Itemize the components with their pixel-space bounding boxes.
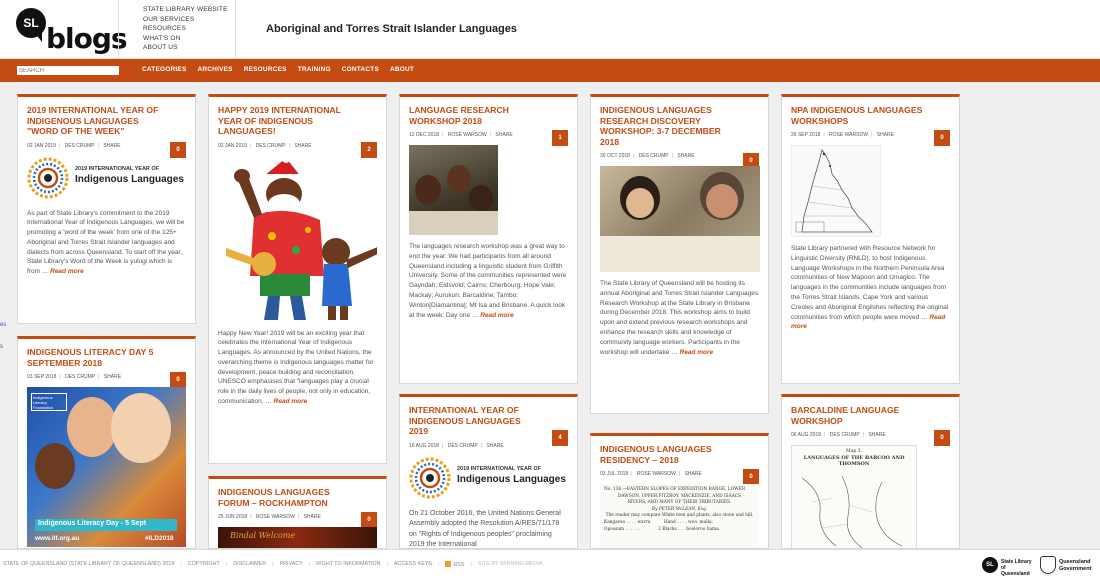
post-title[interactable]: INDIGENOUS LANGUAGES FORUM – ROCKHAMPTON — [218, 487, 330, 508]
share-link[interactable]: SHARE — [303, 514, 321, 520]
post-date: 30 OCT 2018 — [600, 153, 630, 159]
sl-badge: SL — [16, 8, 46, 38]
share-link[interactable]: SHARE — [868, 432, 886, 438]
post-title[interactable]: INDIGENOUS LITERACY DAY 5 SEPTEMBER 2018 — [27, 347, 154, 368]
cape-york-map-icon — [792, 146, 881, 237]
edge-link-fragment[interactable]: s — [0, 344, 3, 350]
share-link[interactable]: SHARE — [684, 471, 702, 477]
literacy-day-photo[interactable]: Indigenous Literacy Foundation Indigenous Literacy Day - 5 Sept www.ilf.org.au #ILD2018 — [27, 387, 186, 547]
post-title[interactable]: INDIGENOUS LANGUAGES RESIDENCY – 2018 — [600, 444, 712, 465]
post-excerpt: As part of State Library's commitment to the 2019 International Year of Indigenous Languages, we will be promoting a 'word of the week' from one of the 125+ Aboriginal and Torres Strait Islander languages and dialects from across Queensland. To start off the year, State Library's Word of the Week is yulugi which is from … Read more — [27, 209, 185, 276]
comment-count-badge[interactable]: 0 — [743, 153, 759, 169]
post-author[interactable]: DES CRUMP — [829, 432, 860, 438]
post-date: 26 SEP 2018 — [791, 132, 821, 138]
post-meta: 03 JUL 2018 | ROSE WARSOW | SHARE — [600, 471, 702, 477]
post-meta: 02 JAN 2019 | DES CRUMP | SHARE — [27, 142, 121, 149]
post-excerpt: On 21 October 2016, the United Nations General Assembly adopted the Resolution A/RES/71/178 on "Rights of Indigenous peoples" proclaiming 2019 the International — [409, 509, 561, 548]
residency-document-image[interactable]: No. 136.—EASTERN SLOPES OF EXPEDITION RANGE, LOWER DAWSON, UPPER FITZROY, MACKENZIE, AND ISAACS RIVERS, AND MANY OF THEIR TRIBUTARIES. By PETER McLEAN, Esq. The reader may compare White men and plants, also stone and hill. Kangaroo . . . . warra Hand . . . . woo, malla. Opossum . . . . . . 2 Blacks . . . booloroo bama. — [600, 484, 759, 549]
nav-training[interactable]: TRAINING — [297, 66, 331, 73]
comment-count-badge[interactable]: 0 — [934, 430, 950, 446]
site-header — [0, 0, 1100, 59]
whats-on-link[interactable]: WHAT'S ON — [143, 34, 181, 42]
our-services-link[interactable]: OUR SERVICES — [143, 15, 195, 23]
post-excerpt: The State Library of Queensland will be hosting its annual Aboriginal and Torres Strait Islander Languages Research Workshop at the State Library in Brisbane during December 2018. This workshop aims to build upon and extend previous research workshops and enhance the research skills and knowledge of community language workers. Participants in the workshop will undertake … Read more — [600, 280, 759, 356]
post-card — [208, 476, 387, 549]
footer-copyright-link[interactable]: COPYRIGHT — [187, 561, 220, 567]
nav-about[interactable]: ABOUT — [389, 66, 415, 73]
share-link[interactable]: SHARE — [486, 442, 504, 449]
post-meta: 02 JAN 2019 | DES CRUMP | SHARE — [218, 142, 312, 149]
post-author[interactable]: DES CRUMP — [638, 153, 669, 159]
search-input[interactable] — [17, 66, 119, 75]
post-author[interactable]: DES CRUMP — [447, 442, 478, 449]
about-us-link[interactable]: ABOUT US — [143, 44, 178, 51]
post-date: 16 AUG 2018 — [409, 442, 440, 449]
comment-count-badge[interactable]: 0 — [361, 512, 377, 528]
post-author[interactable]: ROSE WARSOW — [829, 132, 869, 138]
post-date: 06 AUG 2018 — [791, 432, 822, 438]
nav-categories[interactable]: CATEGORIES — [142, 66, 187, 73]
share-link[interactable]: SHARE — [103, 142, 121, 149]
post-title[interactable]: INDIGENOUS LANGUAGES RESEARCH DISCOVERY WORKSHOP: 3-7 DECEMBER 2018 — [600, 105, 721, 147]
qld-crest-icon — [1040, 556, 1056, 574]
read-more-link[interactable]: Read more — [480, 311, 514, 319]
post-card — [399, 394, 578, 549]
sl-blogs-logo[interactable] — [16, 8, 127, 55]
footer-site-by-link[interactable]: SITE BY WINNING MEDIA — [477, 561, 543, 567]
post-author[interactable]: ROSE WARSOW — [255, 514, 295, 520]
post-author[interactable]: DES CRUMP — [255, 142, 286, 149]
footer-disclaimer-link[interactable]: DISCLAIMER — [233, 561, 267, 567]
post-author[interactable]: DES CRUMP — [64, 142, 95, 149]
blogs-wordmark: blogs — [46, 22, 127, 55]
post-meta: 26 SEP 2018 | ROSE WARSOW | SHARE — [791, 132, 895, 138]
footer-privacy-link[interactable]: PRIVACY — [279, 561, 303, 567]
post-card — [590, 433, 769, 549]
post-card — [399, 94, 578, 384]
forum-banner-image[interactable]: Bindal Welcome — [218, 527, 377, 549]
nav-contacts[interactable]: CONTACTS — [341, 66, 379, 73]
post-card — [590, 94, 769, 414]
post-date: 03 JUL 2018 — [600, 471, 629, 477]
share-link[interactable]: SHARE — [876, 132, 895, 138]
npa-map-image[interactable] — [791, 145, 881, 237]
post-excerpt: State Library partnered with Resource Network for Linguistic Diversity (RNLD), to host Indigenous Language Workshops in the Northern Peninsula Area communities of New Mapoon and Umagico. The languages in the communities include languages from the Torres Strait Islands, Cape York and various Creoles and Aboriginal Englishes reflecting the original communities from which people were moved … Read more — [791, 245, 949, 331]
post-author[interactable]: ROSE WARSOW — [636, 471, 676, 477]
post-date: 02 JAN 2019 — [218, 142, 247, 149]
share-link[interactable]: SHARE — [495, 132, 513, 138]
read-more-link[interactable]: Read more — [50, 268, 84, 276]
post-author[interactable]: ROSE WARSOW — [447, 132, 487, 138]
post-meta: 12 DEC 2018 | ROSE WARSOW | SHARE — [409, 132, 513, 138]
discovery-workshop-photo[interactable] — [600, 166, 760, 272]
read-more-link[interactable]: Read more — [273, 398, 308, 406]
post-date: 12 DEC 2018 — [409, 132, 440, 138]
share-link[interactable]: SHARE — [294, 142, 312, 149]
footer-rti-link[interactable]: RIGHT TO INFORMATION — [316, 561, 381, 567]
nav-menu — [142, 66, 414, 73]
state-library-website-link[interactable]: STATE LIBRARY WEBSITE — [143, 6, 228, 13]
post-date: 25 JUN 2018 — [218, 514, 248, 520]
comment-count-badge[interactable]: 2 — [361, 142, 377, 158]
comment-count-badge[interactable]: 4 — [552, 430, 568, 446]
post-title[interactable]: NPA INDIGENOUS LANGUAGES WORKSHOPS — [791, 105, 923, 126]
post-card — [781, 394, 960, 549]
edge-link-fragment[interactable]: es — [0, 322, 7, 328]
read-more-link[interactable]: Read more — [791, 313, 946, 331]
utility-links — [118, 0, 236, 59]
site-footer — [0, 549, 1100, 578]
share-link[interactable]: SHARE — [103, 374, 122, 380]
santa-cartoon-icon — [224, 156, 377, 322]
post-title[interactable]: INTERNATIONAL YEAR OF INDIGENOUS LANGUAGES 2019 — [409, 405, 521, 436]
post-meta: 16 AUG 2018 | DES CRUMP | SHARE — [409, 442, 504, 449]
iyil-logo-image[interactable]: 2019 INTERNATIONAL YEAR OF Indigenous Languages — [409, 456, 568, 502]
post-excerpt: Happy New Year! 2019 will be an exciting year that celebrates the International Year of Indigenous Languages. As announced by the United Nations, the overarching theme is Indigenous languages matter for development, peace building and reconciliation. UNESCO emphasises that "languages play a crucial role in the daily lives of people, not only in education, communication, … Read more — [218, 329, 374, 406]
post-excerpt: The languages research workshop was a great way to end the year. We had participants from all around Queensland including a linguistic student from Griffith University. Some of the communities represented were Gayndah; Eidsvold; Cairns; Cherbourg; Hope Vale; Mackay; Aurukun; Barcaldine; Tambo; Winton[Diamantina]; Mt Isa and Brisbane. A quick look at the week: Day one … Read more — [409, 243, 567, 319]
iyil-logo-image[interactable]: 2019 INTERNATIONAL YEAR OF Indigenous Languages — [27, 156, 186, 202]
post-meta: 06 AUG 2018 | DES CRUMP | SHARE — [791, 432, 886, 438]
nav-resources[interactable]: RESOURCES — [243, 66, 287, 73]
comment-count-badge[interactable]: 0 — [934, 130, 950, 146]
post-title[interactable]: LANGUAGE RESEARCH WORKSHOP 2018 — [409, 105, 509, 126]
comment-count-badge[interactable]: 1 — [552, 130, 568, 146]
share-link[interactable]: SHARE — [677, 153, 695, 159]
queensland-government-logo[interactable]: Queensland Government — [1040, 554, 1096, 576]
post-author[interactable]: DES CRUMP — [65, 374, 96, 380]
post-title[interactable]: BARCALDINE LANGUAGE WORKSHOP — [791, 405, 900, 426]
barcoo-map-image[interactable]: Map 3. LANGUAGES OF THE BARCOO AND THOMSON — [791, 445, 917, 549]
post-meta: 25 JUN 2018 | ROSE WARSOW | SHARE — [218, 514, 321, 520]
footer-links: STATE OF QUEENSLAND (STATE LIBRARY OF QUEENSLAND) 2019 | COPYRIGHT | DISCLAIMER | PRIVACY | RIGHT TO INFORMATION | ACCESS KEYS | RSS | SITE BY WINNING MEDIA — [3, 561, 543, 568]
state-library-logo[interactable]: SL State Library of Queensland — [982, 556, 1032, 574]
resources-link[interactable]: RESOURCES — [143, 25, 186, 32]
iyil-emblem-icon — [27, 156, 69, 200]
post-date: 02 JAN 2019 — [27, 142, 56, 149]
workshop-photo[interactable] — [409, 145, 498, 235]
post-card — [208, 94, 387, 464]
read-more-link[interactable]: Read more — [679, 348, 714, 356]
post-title[interactable]: 2019 INTERNATIONAL YEAR OF INDIGENOUS LANGUAGES "WORD OF THE WEEK" — [27, 105, 159, 136]
main-nav — [0, 59, 1100, 82]
post-meta: 30 OCT 2018 | DES CRUMP | SHARE — [600, 153, 695, 159]
nav-archives[interactable]: ARCHIVES — [197, 66, 233, 73]
comment-count-badge[interactable]: 0 — [170, 372, 186, 388]
post-card — [781, 94, 960, 384]
blog-title: Aboriginal and Torres Strait Islander Languages — [266, 23, 518, 35]
rss-icon — [445, 561, 451, 567]
post-card — [17, 336, 196, 549]
copyright-notice: STATE OF QUEENSLAND (STATE LIBRARY OF QUEENSLAND) 2019 — [3, 561, 175, 567]
post-title[interactable]: HAPPY 2019 INTERNATIONAL YEAR OF INDIGENOUS LANGUAGES! — [218, 105, 341, 136]
comment-count-badge[interactable]: 0 — [170, 142, 186, 158]
barcoo-map-icon — [792, 472, 917, 549]
footer-access-keys-link[interactable]: ACCESS KEYS — [393, 561, 432, 567]
iyil-emblem-icon — [409, 456, 451, 500]
comment-count-badge[interactable]: 0 — [743, 469, 759, 485]
post-card — [17, 94, 196, 324]
post-date: 03 SEP 2018 — [27, 374, 57, 380]
footer-rss-link[interactable]: RSS — [445, 561, 464, 568]
post-meta: 03 SEP 2018 | DES CRUMP | SHARE — [27, 374, 122, 380]
santa-cartoon-image[interactable] — [218, 156, 377, 322]
